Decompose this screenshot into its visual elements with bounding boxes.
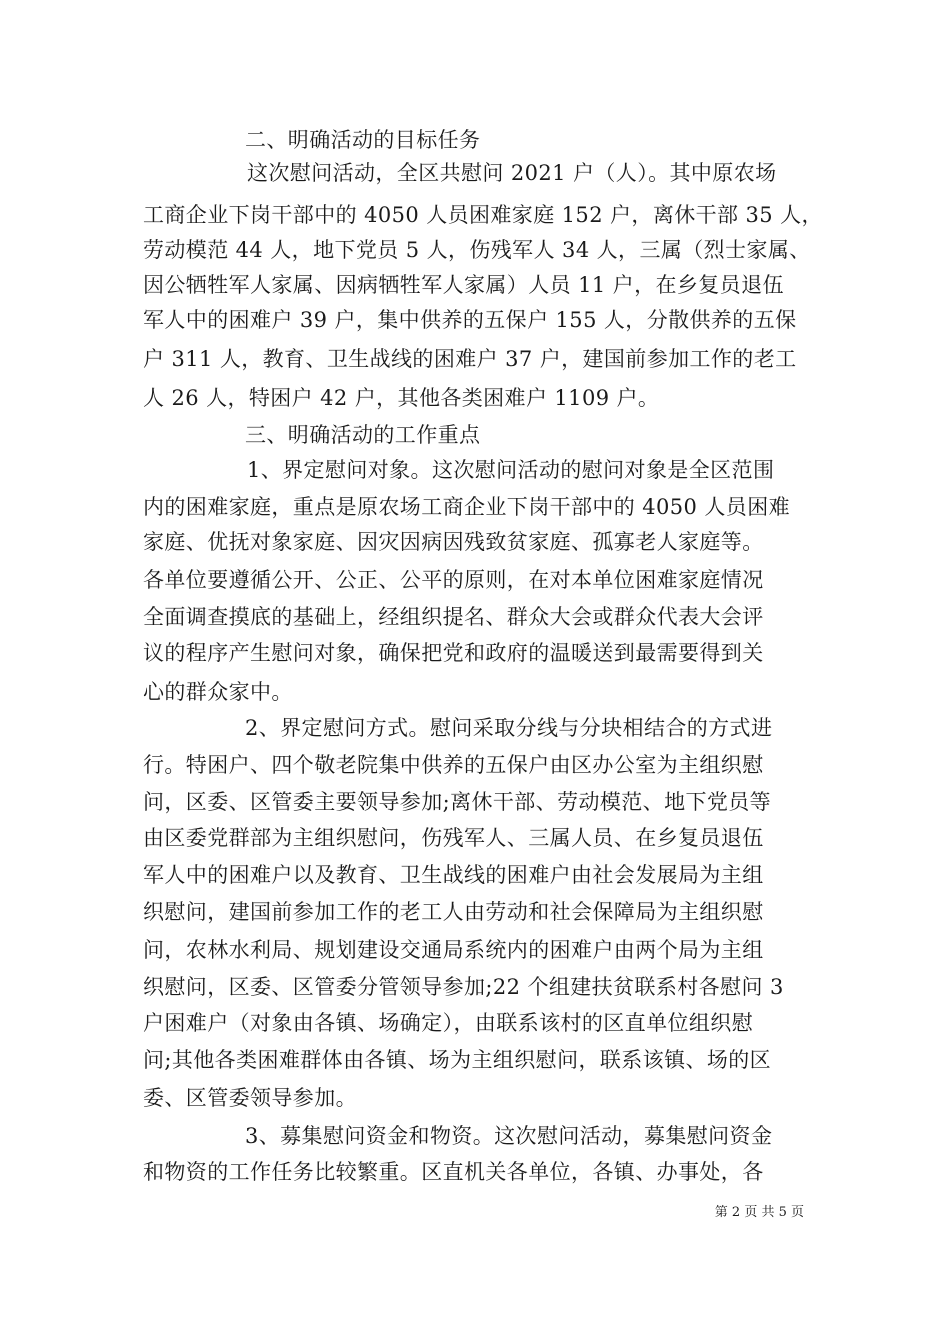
section2-heading: 二、明确活动的目标任务 (245, 128, 481, 152)
paragraph-line: 全面调查摸底的基础上，经组织提名、群众大会或群众代表大会评 (143, 605, 764, 629)
paragraph-line: 问;其他各类困难群体由各镇、场为主组织慰问，联系该镇、场的区 (143, 1048, 772, 1072)
page-number: 第 2 页 共 5 页 (714, 1205, 804, 1220)
paragraph-line: 人 26 人，特困户 42 户，其他各类困难户 1109 户。 (143, 386, 660, 410)
paragraph-line: 军人中的困难户 39 户，集中供养的五保户 155 人，分散供养的五保 (143, 308, 797, 332)
paragraph-line: 委、区管委领导参加。 (143, 1086, 357, 1110)
paragraph-line: 2、界定慰问方式。慰问采取分线与分块相结合的方式进 (245, 716, 773, 740)
paragraph-line: 内的困难家庭，重点是原农场工商企业下岗干部中的 4050 人员困难 (143, 495, 790, 519)
paragraph-line: 这次慰问活动，全区共慰问 2021 户（人）。其中原农场 (247, 161, 777, 185)
paragraph-line: 织慰问，建国前参加工作的老工人由劳动和社会保障局为主组织慰 (143, 900, 764, 924)
section3-heading: 三、明确活动的工作重点 (245, 423, 481, 447)
paragraph-line: 织慰问，区委、区管委分管领导参加;22 个组建扶贫联系村各慰问 3 (143, 975, 784, 999)
paragraph-line: 行。特困户、四个敬老院集中供养的五保户由区办公室为主组织慰 (143, 753, 764, 777)
paragraph-line: 1、界定慰问对象。这次慰问活动的慰问对象是全区范围 (247, 458, 775, 482)
paragraph-line: 和物资的工作任务比较繁重。区直机关各单位，各镇、办事处，各 (143, 1160, 764, 1184)
paragraph-line: 各单位要遵循公开、公正、公平的原则，在对本单位困难家庭情况 (143, 568, 764, 592)
paragraph-line: 3、募集慰问资金和物资。这次慰问活动，募集慰问资金 (245, 1124, 773, 1148)
paragraph-line: 户 311 人，教育、卫生战线的困难户 37 户，建国前参加工作的老工 (143, 347, 797, 371)
paragraph-line: 劳动模范 44 人，地下党员 5 人，伤残军人 34 人，三属（烈士家属、 (143, 238, 811, 262)
paragraph-line: 因公牺牲军人家属、因病牺牲军人家属）人员 11 户，在乡复员退伍 (143, 273, 784, 297)
paragraph-line: 由区委党群部为主组织慰问，伤残军人、三属人员、在乡复员退伍 (143, 826, 764, 850)
paragraph-line: 心的群众家中。 (143, 680, 293, 704)
paragraph-line: 军人中的困难户以及教育、卫生战线的困难户由社会发展局为主组 (143, 863, 764, 887)
paragraph-line: 工商企业下岗干部中的 4050 人员困难家庭 152 户，离休干部 35 人， (143, 203, 823, 227)
paragraph-line: 议的程序产生慰问对象，确保把党和政府的温暖送到最需要得到关 (143, 641, 764, 665)
paragraph-line: 问，区委、区管委主要领导参加;离休干部、劳动模范、地下党员等 (143, 790, 772, 814)
paragraph-line: 问，农林水利局、规划建设交通局系统内的困难户由两个局为主组 (143, 938, 764, 962)
paragraph-line: 家庭、优抚对象家庭、因灾因病因残致贫家庭、孤寡老人家庭等。 (143, 530, 764, 554)
paragraph-line: 户困难户（对象由各镇、场确定），由联系该村的区直单位组织慰 (143, 1011, 754, 1035)
